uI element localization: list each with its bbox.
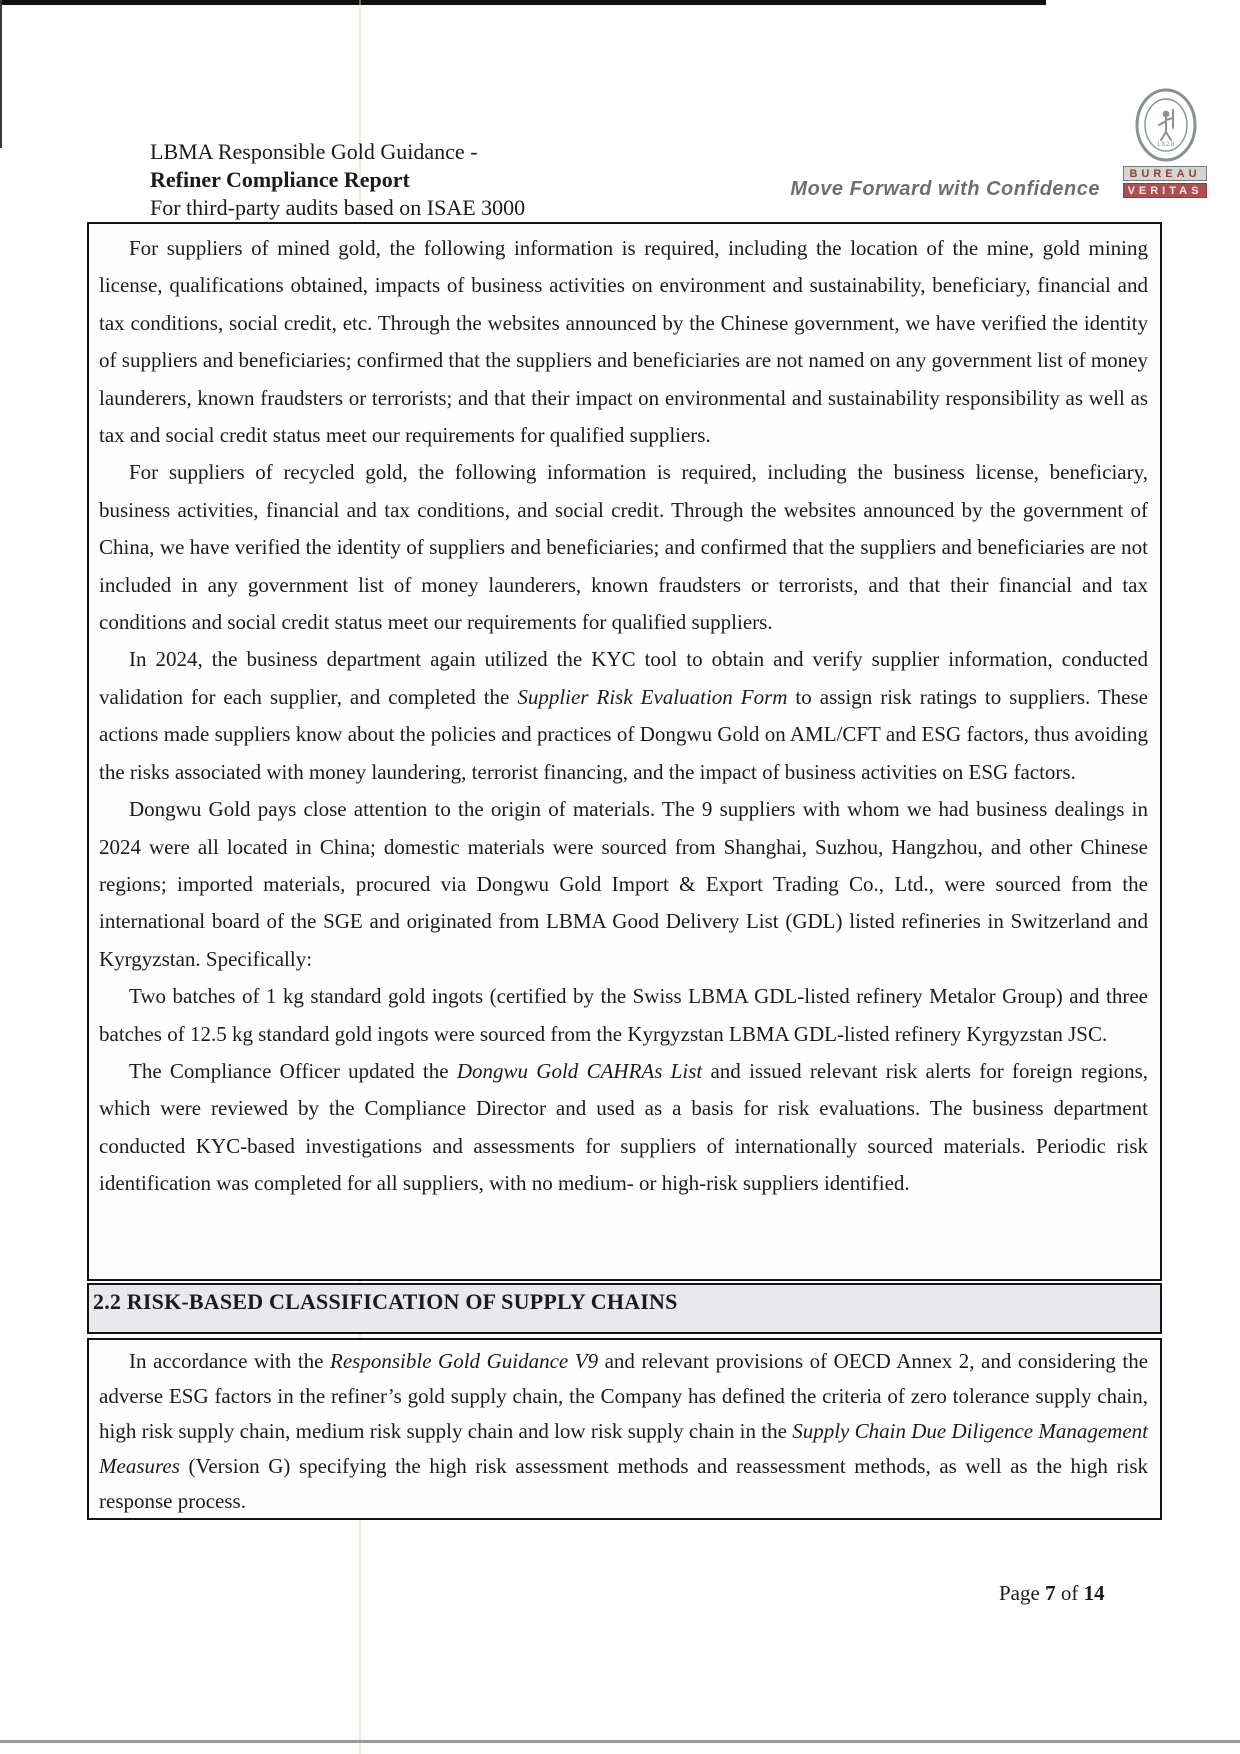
section-text-box — [87, 1338, 1162, 1520]
doc-title-line-2: Refiner Compliance Report — [150, 167, 410, 192]
logo-wordmark-bureau: BUREAU — [1123, 166, 1207, 181]
section-paragraph: In accordance with the Responsible Gold Guidance V9 and relevant provisions of OECD Annex 2, and considering the adverse ESG factors in the refiner’s gold supply chain, the Company has defined the criteria of zero tolerance supply chain, high risk supply chain, medium risk supply chain and low risk supply chain in the Supply Chain Due Diligence Management Measures (Version G) specifying the high risk assessment methods and reassessment methods, as well as the high risk response process. — [99, 1349, 1149, 1513]
section-heading: 2.2 RISK-BASED CLASSIFICATION OF SUPPLY CHAINS — [93, 1289, 678, 1314]
scan-artifact-left-edge-line — [0, 0, 2, 148]
body-paragraph-3: In 2024, the business department again utilized the KYC tool to obtain and verify supplier information, conducted validation for each supplier, and completed the Supplier Risk Evaluation Form to assign risk ratings to suppliers. These actions made suppliers know about the policies and practices of Dongwu Gold on AML/CFT and ESG factors, thus avoiding the risks associated with money laundering, terrorist financing, and the impact of business activities on ESG factors. — [99, 647, 1148, 784]
doc-title-line-1: LBMA Responsible Gold Guidance - — [150, 139, 478, 164]
body-paragraph-5: Two batches of 1 kg standard gold ingots (certified by the Swiss LBMA GDL-listed refinery Metalor Group) and three batches of 12.5 kg standard gold ingots were sourced from the Kyrgyzstan LBMA GDL-listed refinery Kyrgyzstan JSC. — [99, 984, 1148, 1046]
body-paragraph-4: Dongwu Gold pays close attention to the origin of materials. The 9 suppliers with whom we had business dealings in 2024 were all located in China; domestic materials were sourced from Shanghai, Suzhou, Hangzhou, and other Chinese regions; imported materials, procured via Dongwu Gold Import & Export Trading Co., Ltd., were sourced from the international board of the SGE and originated from LBMA Good Delivery List (GDL) listed refineries in Switzerland and Kyrgyzstan. Specifically: — [99, 797, 1148, 971]
body-paragraph-6: The Compliance Officer updated the Dongwu Gold CAHRAs List and issued relevant risk alerts for foreign regions, which were reviewed by the Compliance Director and used as a basis for risk evaluations. The business department conducted KYC-based investigations and assessments for suppliers of internationally sourced materials. Periodic risk identification was completed for all suppliers, with no medium- or high-risk suppliers identified. — [99, 1058, 1148, 1196]
bureau-veritas-logo — [1123, 88, 1209, 198]
section-heading-box — [87, 1283, 1162, 1334]
page-label-prefix: Page — [999, 1581, 1046, 1605]
page-footer — [999, 1581, 1105, 1606]
body-paragraph-2: For suppliers of recycled gold, the following information is required, including the business license, beneficiary, business activities, financial and tax conditions, and social credit. Through the websites announced by the government of China, we have verified the identity of suppliers and beneficiaries; and confirmed that the suppliers and beneficiaries are not included in any government list of money launderers, known fraudsters or terrorists, and that their financial and tax conditions and social credit status meet our requirements for qualified suppliers. — [99, 460, 1148, 635]
scan-artifact-bottom-line — [0, 1740, 1240, 1743]
svg-text:1828: 1828 — [1156, 141, 1176, 148]
doc-title — [150, 138, 525, 222]
body-paragraph-1: For suppliers of mined gold, the following information is required, including the location of the mine, gold mining license, qualifications obtained, impacts of business activities on environment and sustainability, beneficiary, financial and tax conditions, social credit, etc. Through the websites announced by the Chinese government, we have verified the identity of suppliers and beneficiaries; confirmed that the suppliers and beneficiaries are not named on any government list of money launderers, known fraudsters or terrorists; and that their impact on environmental and sustainability responsibility as well as tax and social credit status meet our requirements for qualified suppliers. — [99, 236, 1148, 448]
logo-wordmark-veritas: VERITAS — [1123, 183, 1207, 198]
brand-tagline: Move Forward with Confidence — [790, 178, 1100, 200]
page-number: 7 — [1045, 1581, 1056, 1605]
body-text-box — [87, 222, 1162, 1281]
bureau-veritas-emblem-icon — [1135, 88, 1197, 162]
total-pages: 14 — [1083, 1581, 1105, 1605]
doc-title-line-3: For third-party audits based on ISAE 3000 — [150, 195, 526, 220]
page-label-of: of — [1055, 1581, 1084, 1605]
scan-artifact-top-bar — [0, 0, 1046, 5]
